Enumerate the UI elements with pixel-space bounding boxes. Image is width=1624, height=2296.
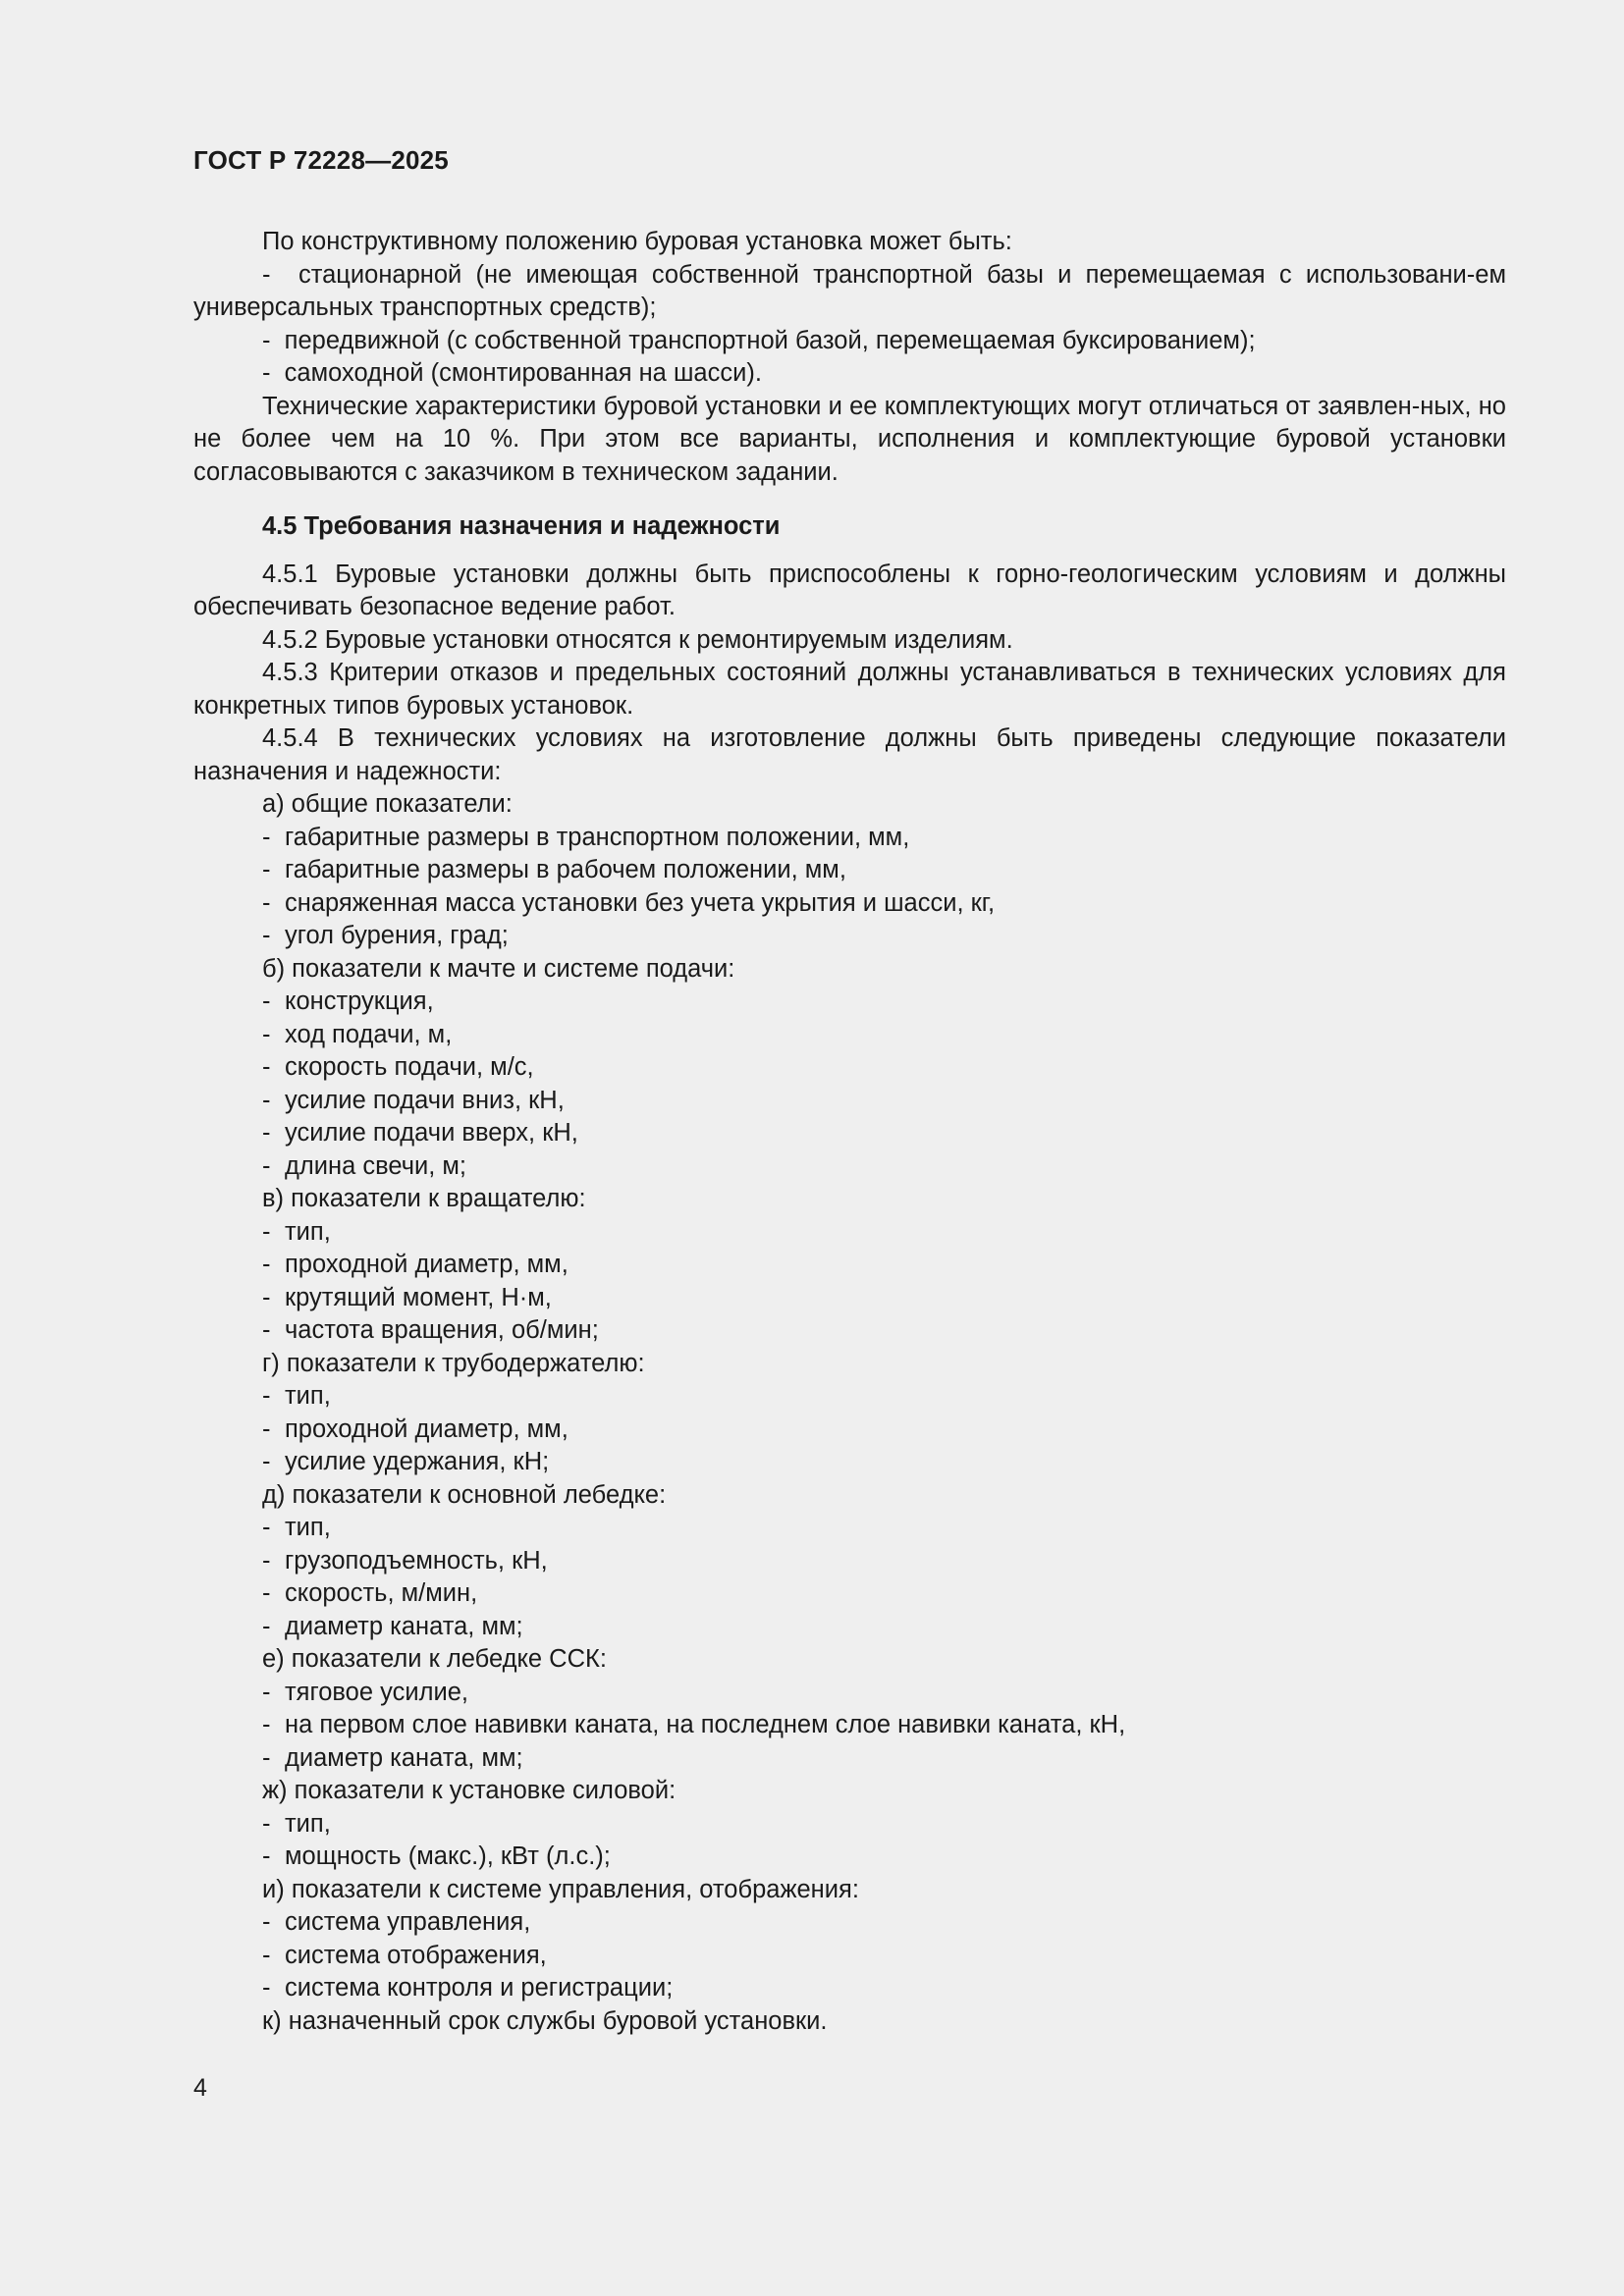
list-item	[193, 1808, 1506, 1842]
list-item	[193, 1150, 1506, 1184]
list-group-heading: и) показатели к системе управления, отображения:	[262, 1875, 859, 1903]
list-group-heading: е) показатели к лебедке ССК:	[262, 1645, 607, 1673]
list-item-text: диаметр каната, мм;	[285, 1612, 523, 1640]
bullet-dash: -	[262, 1151, 271, 1180]
bullet-dash: -	[262, 1053, 271, 1081]
list-item-text: скорость подачи, м/с,	[285, 1053, 534, 1081]
list-item	[193, 1677, 1506, 1710]
bullet-dash: -	[262, 1020, 271, 1048]
document-header: ГОСТ Р 72228—2025	[193, 145, 449, 175]
list-item-text: скорость, м/мин,	[285, 1579, 478, 1607]
section-heading: 4.5 Требования назначения и надежности	[262, 512, 781, 540]
list-item-text: система отображения,	[285, 1941, 547, 1969]
list-item-text: система управления,	[285, 1908, 531, 1936]
list-item	[193, 1742, 1506, 1776]
list-item-text: тяговое усилие,	[285, 1678, 468, 1706]
page-number: 4	[193, 2074, 207, 2102]
list-item	[193, 1972, 1506, 2005]
list-group-heading: г) показатели к трубодержателю:	[262, 1349, 645, 1377]
list-group-heading: а) общие показатели:	[262, 790, 513, 818]
list-item-text: грузоподъемность, кН,	[285, 1546, 548, 1575]
bullet-dash: -	[262, 1217, 271, 1246]
list-item-text: усилие подачи вниз, кН,	[285, 1086, 565, 1114]
clause-4-5-3: 4.5.3 Критерии отказов и предельных состояний должны устанавливаться в технических условиях для конкретных типов буровых установок.	[193, 659, 1506, 720]
list-item	[193, 854, 1506, 887]
bullet-dash: -	[262, 1251, 271, 1278]
clause-4-5-4: 4.5.4 В технических условиях на изготовление должны быть приведены следующие показатели назначения и надежности:	[193, 724, 1506, 785]
list-item-text: габаритные размеры в рабочем положении, мм,	[285, 856, 846, 883]
bullet-dash: -	[262, 1612, 271, 1640]
bullet-dash: -	[262, 1974, 271, 2002]
list-group-heading: б) показатели к мачте и системе подачи:	[262, 954, 735, 983]
bullet-dash: -	[262, 856, 271, 883]
bullet-dash: -	[262, 1382, 271, 1410]
bullet-dash: -	[262, 1743, 271, 1772]
bullet-dash: -	[262, 1809, 271, 1838]
list-item	[193, 1446, 1506, 1479]
list-item	[193, 1117, 1506, 1150]
list-item	[193, 920, 1506, 953]
list-item	[193, 1249, 1506, 1282]
list-item-text: проходной диаметр, мм,	[285, 1251, 568, 1278]
clause-4-5-1: 4.5.1 Буровые установки должны быть приспособлены к горно-геологическим условиям и должны обеспечивать безопасное ведение работ.	[193, 560, 1506, 620]
list-item-text: на первом слое навивки каната, на последнем слое навивки каната, кН,	[285, 1711, 1126, 1738]
list-item	[193, 1414, 1506, 1447]
list-group-heading: в) показатели к вращателю:	[262, 1185, 586, 1212]
list-item-text: конструкция,	[285, 988, 434, 1015]
bullet-dash: -	[262, 922, 271, 949]
indicator-list	[193, 788, 1506, 2038]
list-item	[193, 887, 1506, 921]
bullet-dash: -	[262, 1514, 271, 1541]
list-item	[193, 1282, 1506, 1315]
bullet-dash: -	[262, 1908, 271, 1936]
intro-paragraph: По конструктивному положению буровая установка может быть:	[262, 228, 1012, 255]
list-item	[193, 1940, 1506, 1973]
list-item	[193, 1216, 1506, 1250]
list-item-text: усилие подачи вверх, кН,	[285, 1119, 578, 1147]
list-item	[193, 1085, 1506, 1118]
bullet-dash: -	[262, 823, 271, 851]
list-item	[193, 1019, 1506, 1052]
bullet-dash: -	[262, 1678, 271, 1706]
bullet-item: - стационарной (не имеющая собственной транспортной базы и перемещаемая с использовани-ем универсальных транспортных средств);	[193, 260, 1506, 321]
bullet-item: - самоходной (смонтированная на шасси).	[262, 359, 762, 387]
paragraph: Технические характеристики буровой установки и ее комплектующих могут отличаться от заявлен-ных, но не более чем на 10 %. При этом все варианты, исполнения и комплектующие буровой установки согласовываются с заказчиком в техническом задании.	[193, 392, 1506, 486]
list-item-text: тип,	[285, 1809, 331, 1838]
list-item	[193, 1709, 1506, 1742]
list-item-text: габаритные размеры в транспортном положении, мм,	[285, 823, 910, 851]
list-item-text: диаметр каната, мм;	[285, 1743, 523, 1772]
bullet-dash: -	[262, 1842, 271, 1870]
list-item	[193, 1512, 1506, 1545]
list-item-text: частота вращения, об/мин;	[285, 1316, 599, 1344]
page-content	[193, 226, 1506, 2038]
list-item-text: усилие удержания, кН;	[285, 1448, 550, 1475]
bullet-item: - передвижной (с собственной транспортной базой, перемещаемая буксированием);	[262, 326, 1256, 354]
bullet-dash: -	[262, 1546, 271, 1575]
list-group-heading: д) показатели к основной лебедке:	[262, 1480, 667, 1509]
list-item	[193, 986, 1506, 1019]
list-item	[193, 1380, 1506, 1414]
list-item	[193, 1906, 1506, 1940]
bullet-dash: -	[262, 1941, 271, 1969]
list-item	[193, 1841, 1506, 1874]
list-group-heading: ж) показатели к установке силовой:	[262, 1777, 677, 1804]
list-item-text: ход подачи, м,	[285, 1020, 453, 1048]
list-item	[193, 822, 1506, 855]
list-item	[193, 1314, 1506, 1348]
list-item-text: длина свечи, м;	[285, 1151, 467, 1180]
bullet-text: стационарной (не имеющая собственной транспортной базы и перемещаемая с использовани-ем универсальных транспортных средств);	[193, 260, 1506, 321]
list-item-text: мощность (макс.), кВт (л.с.);	[285, 1842, 611, 1870]
bullet-dash: -	[262, 1283, 271, 1311]
bullet-dash: -	[262, 988, 271, 1015]
list-item-text: тип,	[285, 1382, 331, 1410]
clause-4-5-2: 4.5.2 Буровые установки относятся к ремонтируемым изделиям.	[262, 625, 1013, 654]
bullet-dash: -	[262, 1711, 271, 1738]
list-item-text: крутящий момент, Н·м,	[285, 1283, 552, 1311]
bullet-dash: -	[262, 1086, 271, 1114]
list-item	[193, 1051, 1506, 1085]
list-item-text: проходной диаметр, мм,	[285, 1415, 568, 1443]
bullet-dash: -	[262, 1415, 271, 1443]
bullet-dash: -	[262, 1119, 271, 1147]
list-item-text: тип,	[285, 1217, 331, 1246]
bullet-dash: -	[262, 1448, 271, 1475]
bullet-dash: -	[262, 888, 271, 917]
bullet-dash: -	[262, 1579, 271, 1607]
list-item	[193, 1611, 1506, 1644]
bullet-text: передвижной (с собственной транспортной базой, перемещаемая буксированием);	[284, 326, 1256, 354]
list-group-heading: к) назначенный срок службы буровой установки.	[262, 2006, 828, 2035]
list-item-text: тип,	[285, 1514, 331, 1541]
list-item-text: угол бурения, град;	[285, 922, 509, 949]
list-item-text: снаряженная масса установки без учета укрытия и шасси, кг,	[285, 888, 996, 917]
list-item	[193, 1545, 1506, 1578]
list-item-text: система контроля и регистрации;	[285, 1974, 674, 2002]
bullet-dash: -	[262, 1316, 271, 1344]
list-item	[193, 1577, 1506, 1611]
bullet-text: самоходной (смонтированная на шасси).	[284, 359, 762, 387]
